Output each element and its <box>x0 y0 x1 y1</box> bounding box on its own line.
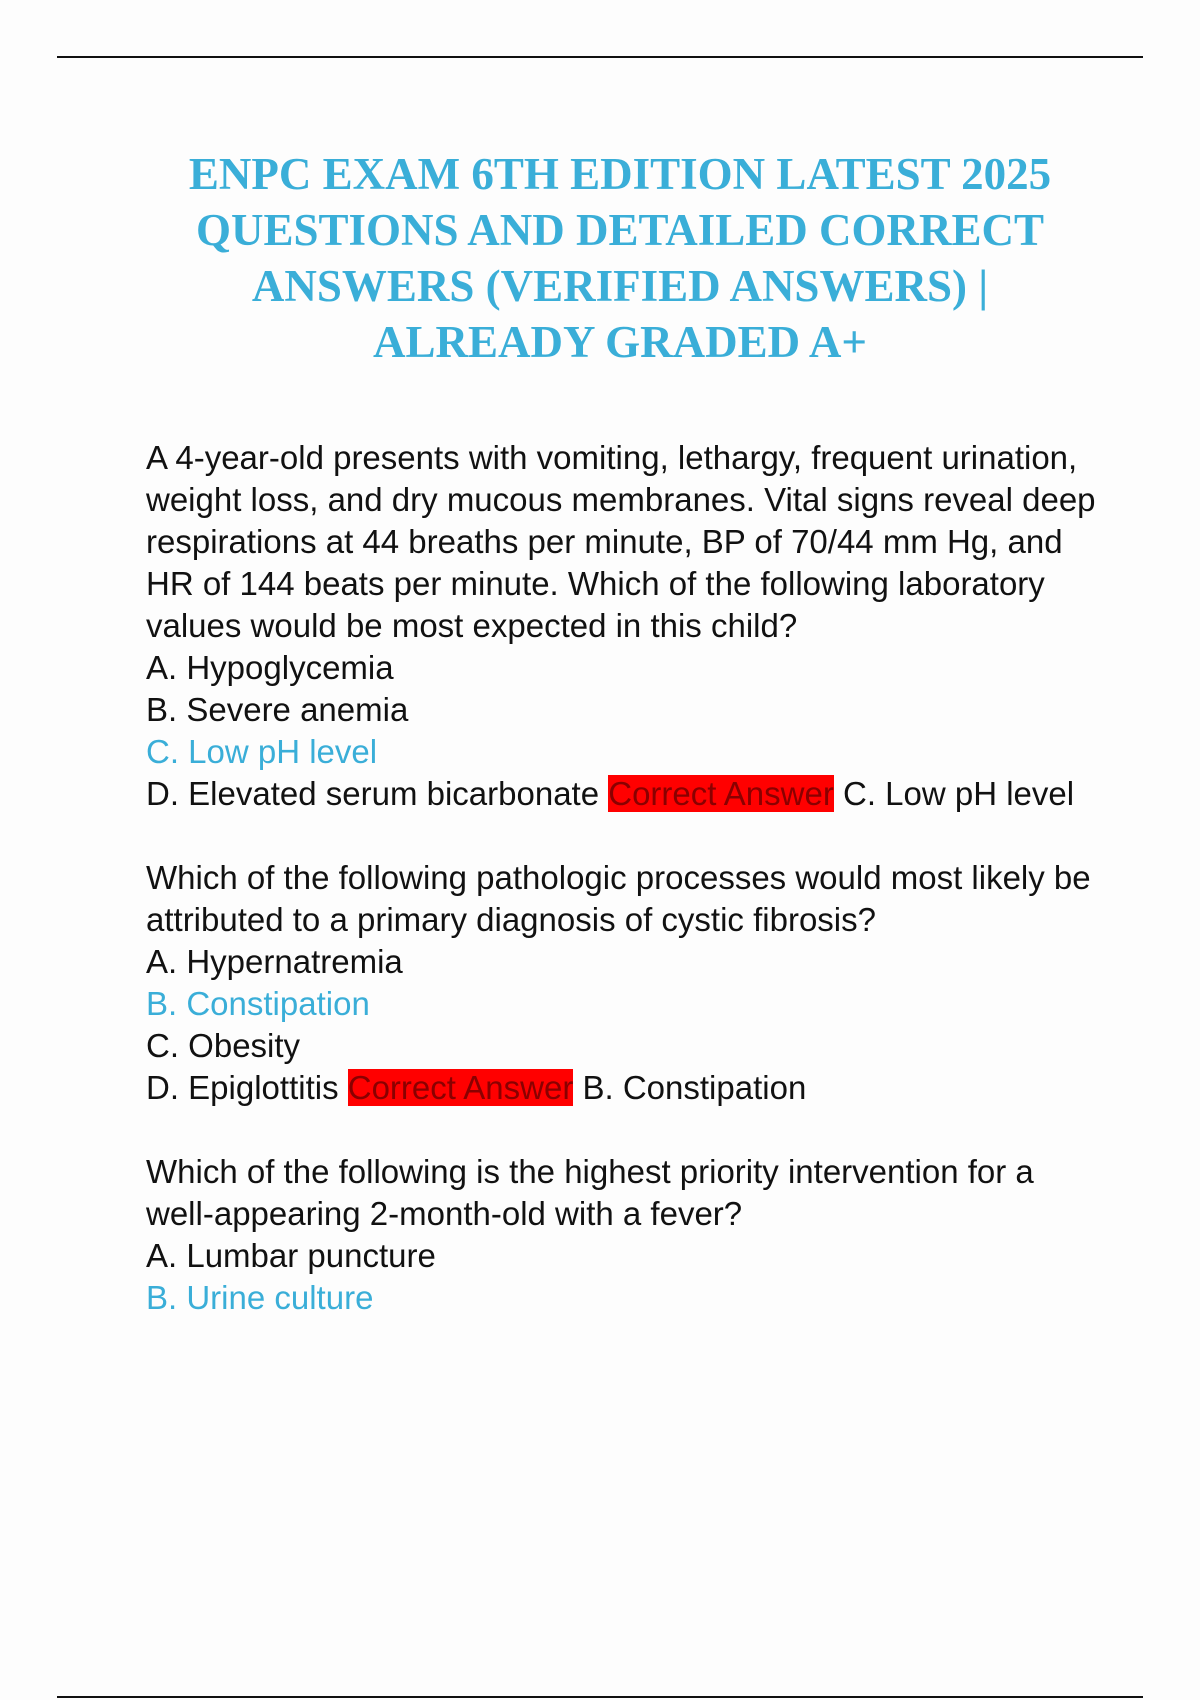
answer-text: C. Low pH level <box>843 775 1075 812</box>
question-text: Which of the following is the highest priority intervention for a well-appearing 2-month-old with a fever? <box>146 1153 1034 1232</box>
option-c: C. Obesity <box>146 1027 301 1064</box>
bottom-rule <box>57 1696 1143 1698</box>
option-d: D. Elevated serum bicarbonate <box>146 775 600 812</box>
option-a: A. Hypernatremia <box>146 943 403 980</box>
correct-answer-label: Correct Answer <box>608 775 834 812</box>
option-d-with-answer <box>146 1067 1106 1109</box>
document-title: ENPC EXAM 6TH EDITION LATEST 2025 QUESTIONS AND DETAILED CORRECT ANSWERS (VERIFIED ANSWERS) | ALREADY GRADED A+ <box>188 149 1052 367</box>
option-d-with-answer <box>146 773 1106 815</box>
option-c-correct: C. Low pH level <box>146 733 378 770</box>
question-3 <box>146 1151 1106 1319</box>
top-rule <box>57 56 1143 58</box>
option-b-correct: B. Urine culture <box>146 1279 374 1316</box>
option-a: A. Lumbar puncture <box>146 1237 436 1274</box>
option-d: D. Epiglottitis <box>146 1069 339 1106</box>
question-text: A 4-year-old presents with vomiting, lethargy, frequent urination, weight loss, and dry mucous membranes. Vital signs reveal deep respirations at 44 breaths per minute, BP of 70/44 mm Hg, and HR of 144 beats per minute. Which of the following laboratory values would be most expected in this child? <box>146 439 1096 644</box>
option-b-correct: B. Constipation <box>146 985 370 1022</box>
option-b: B. Severe anemia <box>146 691 409 728</box>
question-list <box>146 437 1106 1361</box>
question-1 <box>146 437 1106 815</box>
correct-answer-label: Correct Answer <box>347 1069 574 1106</box>
option-a: A. Hypoglycemia <box>146 649 394 686</box>
question-text: Which of the following pathologic processes would most likely be attributed to a primary diagnosis of cystic fibrosis? <box>146 859 1091 938</box>
answer-text: B. Constipation <box>582 1069 807 1106</box>
question-2 <box>146 857 1106 1109</box>
